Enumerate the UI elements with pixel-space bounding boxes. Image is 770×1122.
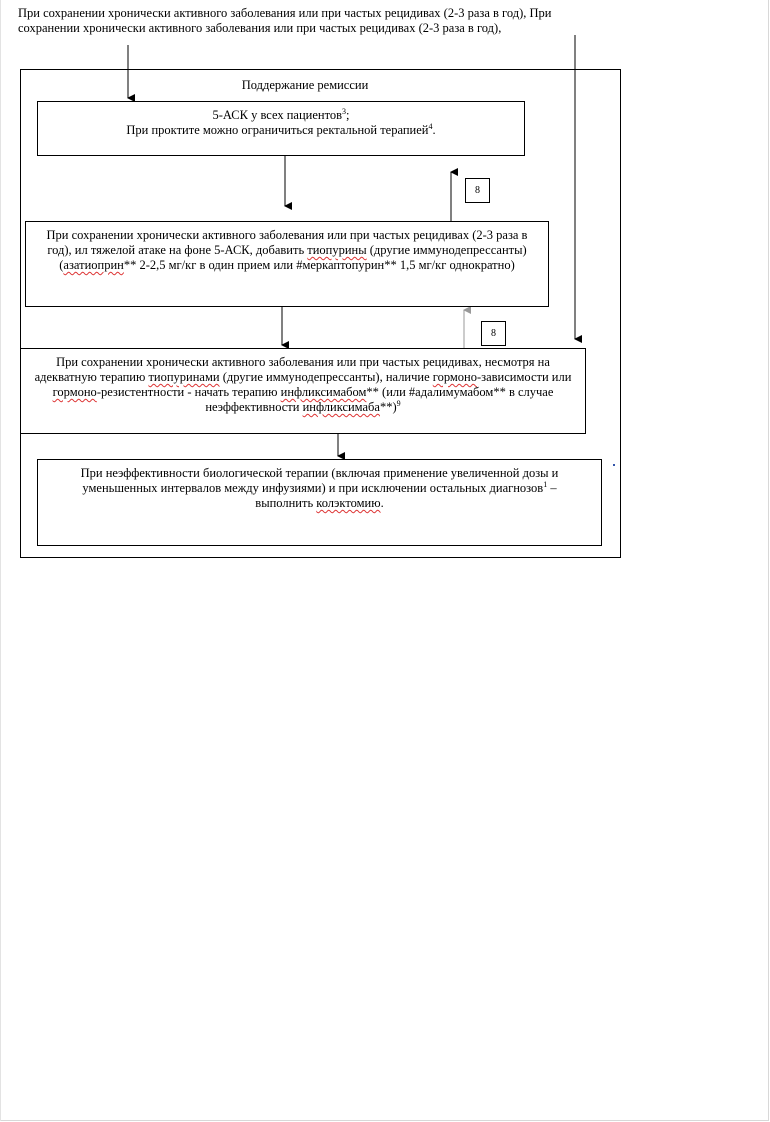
step-tag-8-lower: 8 (481, 321, 506, 346)
box-5asa-all-patients: 5-АСК у всех пациентов$^3$; При проктите можно ограничиться ректальной терапией$^4$. (37, 101, 525, 156)
box-start-infliximab: При сохранении хронически активного заболевания или при частых рецидивах, несмотря на адекватную терапию тиопуринами (другие иммунодепрессанты), наличие гормоно-зависимости или гормоно-резистентности - начать терапию инфликсимабом** (или #адалимумабом** в случае неэффективности инфликсимаба**)$^9$ (20, 348, 586, 434)
header-text: При сохранении хронически активного заболевания или при частых рецидивах (2-3 раза в год), При сохранении хронически активного заболевания или при частых рецидивах (2-3 раза в год), (18, 6, 552, 35)
step-tag-8-upper: 8 (465, 178, 490, 203)
box-colectomy: При неэффективности биологической терапии (включая применение увеличенной дозы и уменьшенных интервалов между инфузиями) и при исключении остальных диагнозов$^1$ – выполнить колэктомию. (37, 459, 602, 546)
stray-dot (613, 464, 615, 466)
flowchart-title: Поддержание ремиссии (185, 77, 425, 103)
box-add-thiopurines: При сохранении хронически активного заболевания или при частых рецидивах (2-3 раза в год), ил тяжелой атаке на фоне 5-АСК, добавить тиопурины (другие иммунодепрессанты) (азатиоприн** 2-2,5 мг/кг в один прием или #меркаптопурин** 1,5 мг/кг однократно) (25, 221, 549, 307)
